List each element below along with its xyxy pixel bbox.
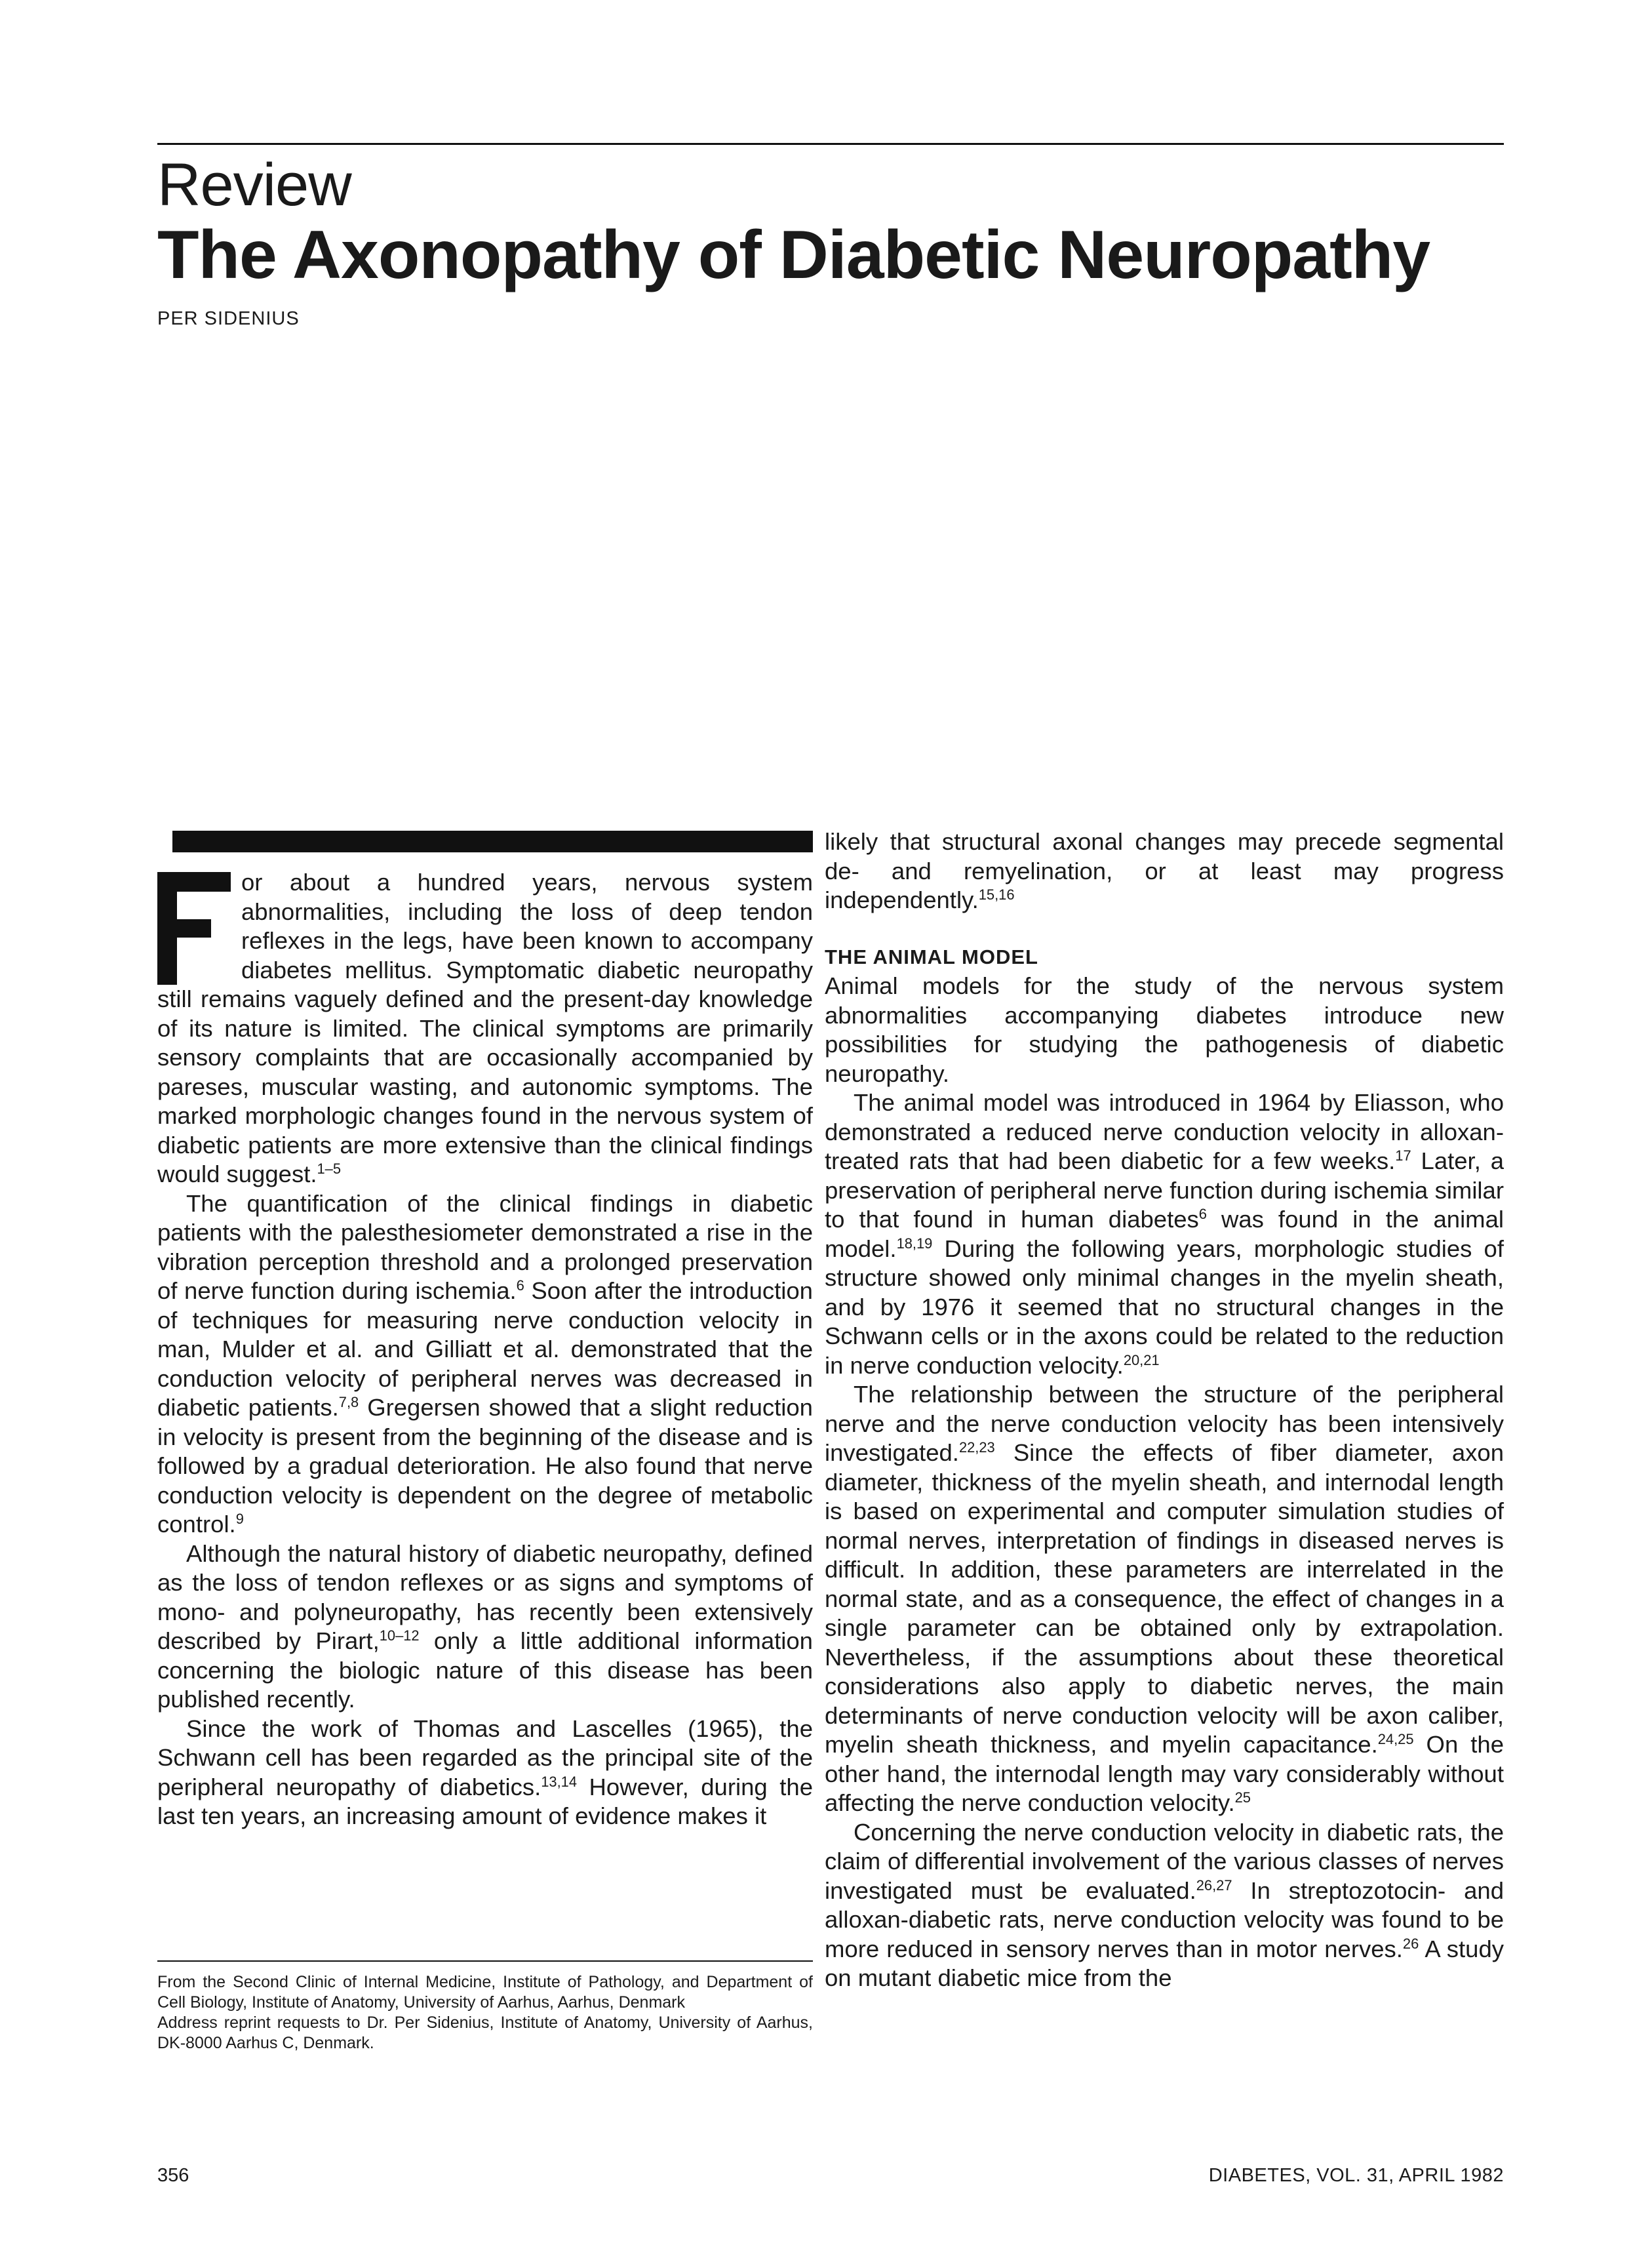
- page-number: 356: [157, 2165, 189, 2186]
- left-column: [157, 868, 813, 1831]
- paragraph: likely that structural axonal changes may precede segmental de- and remyelination, or at least may progress independently.$^{15,16}$: [825, 828, 1504, 913]
- paragraph: The quantification of the clinical findings in diabetic patients with the palesthesiometer demonstrated a rise in the vibration perception threshold and a prolonged preservation of nerve function during ischemia.$^6$ Soon after the introduction of techniques for measuring nerve conduction velocity in man, Mulder et al. and Gilliatt et al. demonstrated that the conduction velocity of peripheral nerves was decreased in diabetic patients.$^{7,8}$ Gregersen showed that a slight reduction in velocity is present from the beginning of the disease and is followed by a gradual deterioration. He also found that nerve conduction velocity is dependent on the degree of metabolic control.$^9$: [157, 1189, 813, 1538]
- decorative-bar: [172, 831, 813, 852]
- section-heading: THE ANIMAL MODEL: [825, 945, 1038, 968]
- paragraph: Although the natural history of diabetic neuropathy, defined as the loss of tendon reflexes or as signs and symptoms of mono- and polyneuropathy, has recently been extensively described by Pirart,$^{10-12}$ only a little additional information concerning the biologic nature of this disease has been published recently.: [157, 1539, 813, 1713]
- section-label: Review: [157, 151, 351, 218]
- affiliation-note: From the Second Clinic of Internal Medicine, Institute of Pathology, and Department of Cell Biology, Institute of Anatomy, University of Aarhus, Aarhus, Denmark: [157, 1973, 813, 2012]
- author-name: PER SIDENIUS: [157, 308, 300, 329]
- paragraph: Animal models for the study of the nervous system abnormalities accompanying diabetes introduce new possibilities for studying the pathogenesis of diabetic neuropathy.: [825, 972, 1504, 1087]
- paragraph: Concerning the nerve conduction velocity in diabetic rats, the claim of differential involvement of the various classes of nerves investigated must be evaluated.$^{26,27}$ In streptozotocin- and alloxan-diabetic rats, nerve conduction velocity was found to be more reduced in sensory nerves than in motor nerves.$^{26}$ A study on mutant diabetic mice from the: [825, 1818, 1504, 1991]
- footnote-rule: [157, 1960, 813, 1962]
- reprint-note: Address reprint requests to Dr. Per Sidenius, Institute of Anatomy, University of Aarhus, DK-8000 Aarhus C, Denmark.: [157, 2014, 813, 2052]
- header-rule: [157, 143, 1504, 145]
- footnote: [157, 1972, 813, 2054]
- paragraph: The relationship between the structure of the peripheral nerve and the nerve conduction velocity has been intensively investigated.$^{22,23}$ Since the effects of fiber diameter, axon diameter, thickness of the myelin sheath, and internodal length is based on experimental and computer simulation studies of normal nerves, interpretation of findings in diseased nerves is difficult. In addition, these parameters are interrelated in the normal state, and as a consequence, the effect of changes in a single parameter can be obtained only by extrapolation. Nevertheless, if the assumptions about these theoretical considerations also apply to diabetic nerves, the main determinants of nerve conduction velocity will be axon caliber, myelin sheath thickness, and myelin capacitance.$^{24,25}$ On the other hand, the internodal length may vary considerably without affecting the nerve conduction velocity.$^{25}$: [825, 1381, 1504, 1816]
- right-column: [825, 827, 1504, 1993]
- journal-citation: DIABETES, VOL. 31, APRIL 1982: [1208, 2165, 1504, 2186]
- intro-paragraph: or about a hundred years, nervous system abnormalities, including the loss of deep tendon reflexes in the legs, have been known to accompany diabetes mellitus. Symptomatic diabetic neuropathy still remains vaguely defined and the present-day knowledge of its nature is limited. The clinical symptoms are primarily sensory complaints that are occasionally accompanied by pareses, muscular wasting, and autonomic symptoms. The marked morphologic changes found in the nervous system of diabetic patients are more extensive than the clinical findings would suggest.$^{1-5}$: [157, 869, 813, 1187]
- paragraph: The animal model was introduced in 1964 by Eliasson, who demonstrated a reduced nerve conduction velocity in alloxan-treated rats that had been diabetic for a few weeks.$^{17}$ Later, a preservation of peripheral nerve function during ischemia similar to that found in human diabetes$^6$ was found in the animal model.$^{18,19}$ During the following years, morphologic studies of structure showed only minimal changes in the myelin sheath, and by 1976 it seemed that no structural changes in the Schwann cells or in the axons could be related to the reduction in nerve conduction velocity.$^{20,21}$: [825, 1089, 1504, 1379]
- paragraph: Since the work of Thomas and Lascelles (1965), the Schwann cell has been regarded as the principal site of the peripheral neuropathy of diabetics.$^{13,14}$ However, during the last ten years, an increasing amount of evidence makes it: [157, 1715, 813, 1829]
- article-title: The Axonopathy of Diabetic Neuropathy: [157, 217, 1430, 293]
- drop-cap: [157, 872, 231, 985]
